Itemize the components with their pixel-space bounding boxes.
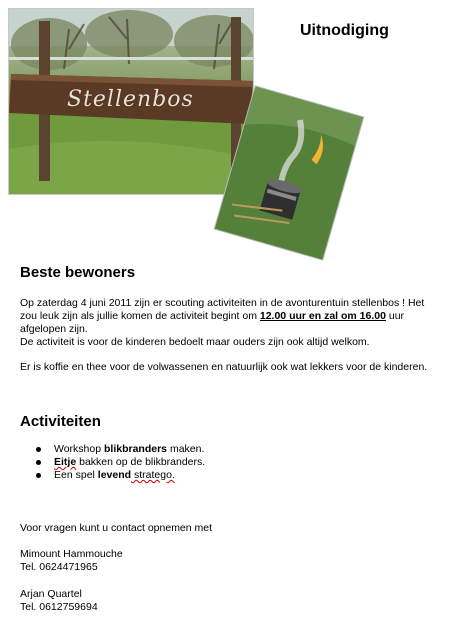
contact-person-1 (20, 548, 123, 574)
item-text: bakken op de blikbranders. (76, 456, 206, 468)
list-item (36, 456, 205, 469)
intro-paragraph (20, 297, 440, 349)
item-bold: blikbranders (104, 443, 168, 455)
sign-lettering: Stellenbos (67, 87, 194, 112)
intro-time: 12.00 uur en zal om 16.00 (259, 310, 386, 322)
contact-person-2 (20, 588, 98, 614)
contact-phone: Tel. 0624471965 (20, 561, 98, 573)
page-title: Uitnodiging (300, 22, 389, 39)
intro-text-c: De activiteit is voor de kinderen bedoelt maar ouders zijn ook altijd welkom. (20, 336, 370, 348)
contact-phone: Tel. 0612759694 (20, 601, 98, 613)
item-bold: levend (97, 469, 132, 481)
heading-activiteiten: Activiteiten (20, 413, 101, 430)
contact-name: Mimount Hammouche (20, 548, 123, 560)
item-bold: Eitje (54, 456, 77, 468)
item-text: maken. (167, 443, 205, 455)
list-item (36, 469, 205, 482)
item-text: stratego. (131, 469, 175, 481)
activity-list (36, 443, 205, 482)
contact-name: Arjan Quartel (20, 588, 82, 600)
refreshments-paragraph: Er is koffie en thee voor de volwassenen en natuurlijk ook wat lekkers voor de kinderen. (20, 361, 428, 373)
contact-intro: Voor vragen kunt u contact opnemen met (20, 522, 213, 534)
intro-text-b: uur afgelopen zijn. (20, 310, 405, 335)
item-text: Een spel (54, 469, 98, 481)
list-item (36, 443, 205, 456)
intro-text-a: Op zaterdag 4 juni 2011 zijn er scouting activiteiten in de avonturentuin stellenbos ! Het zou leuk zijn als jullie komen de activiteit begint om (20, 297, 425, 322)
stellenbos-sign-photo (8, 8, 254, 195)
item-text: Workshop (54, 443, 104, 455)
heading-beste-bewoners: Beste bewoners (20, 264, 136, 281)
